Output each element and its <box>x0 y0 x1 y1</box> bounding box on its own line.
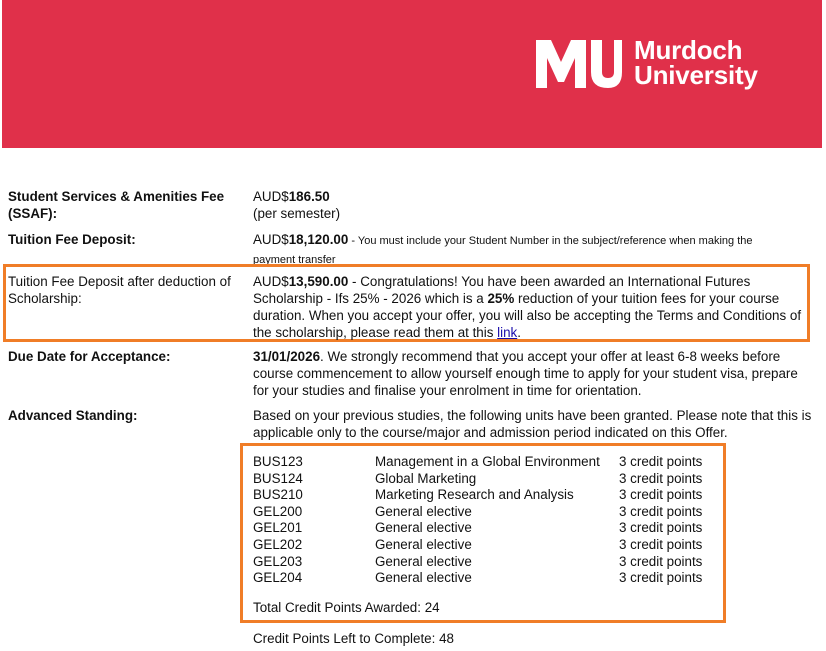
unit-name: Management in a Global Environment <box>375 454 600 469</box>
unit-code: GEL202 <box>253 536 303 552</box>
acceptance-date: 31/01/2026 <box>253 349 321 364</box>
scholarship-label: Tuition Fee Deposit after deduction of Scholarship: <box>8 274 231 306</box>
unit-points: 3 credit points <box>619 520 703 536</box>
unit-code: BUS124 <box>253 470 303 486</box>
unit-name: General elective <box>375 570 472 586</box>
unit-name: General elective <box>375 553 472 569</box>
scholarship-amount: 13,590.00 <box>288 274 349 289</box>
unit-points: 3 credit points <box>619 570 703 586</box>
scholarship-text-after: reduction of your tuition fees for your course duration. When you accept your offer, you will also be accepting the Terms and Conditions of the scholarship, please read them at this <box>253 291 802 340</box>
scholarship-value <box>253 273 809 341</box>
scholarship-text-before: - Congratulations! You have been awarded an International Futures Scholarship - Ifs 25% - 2026 which is a <box>253 274 751 306</box>
deposit-label: Tuition Fee Deposit: <box>8 232 136 247</box>
unit-code: GEL203 <box>253 553 303 569</box>
unit-code: BUS210 <box>253 487 303 503</box>
unit-points: 3 credit points <box>619 536 703 552</box>
unit-code: GEL201 <box>253 520 303 536</box>
university-name <box>634 35 758 90</box>
unit-name: Global Marketing <box>375 470 477 486</box>
ssaf-note: (per semester) <box>253 206 341 221</box>
unit-points: 3 credit points <box>619 487 703 503</box>
advanced-standing-intro: Based on your previous studies, the following units have been granted. Please note that this is applicable only to the course/major and admission period indicated on this Offer. <box>253 408 812 440</box>
acceptance-value <box>253 348 815 399</box>
advanced-standing-label: Advanced Standing: <box>8 408 138 423</box>
unit-points: 3 credit points <box>619 503 703 519</box>
ssaf-currency: AUD$ <box>253 189 289 204</box>
unit-code: BUS123 <box>253 454 303 469</box>
unit-points: 3 credit points <box>619 553 703 569</box>
scholarship-end: . <box>517 325 521 340</box>
scholarship-currency: AUD$ <box>253 274 289 289</box>
unit-name: General elective <box>375 503 472 519</box>
unit-name: Marketing Research and Analysis <box>375 487 574 503</box>
acceptance-label: Due Date for Acceptance: <box>8 349 171 364</box>
scholarship-terms-link[interactable]: link <box>497 325 518 340</box>
logo-line-2: University <box>634 60 758 90</box>
total-credit-points: Total Credit Points Awarded: 24 <box>253 600 440 615</box>
deposit-note: - You must include your Student Number in the subject/reference when making the payment transfer <box>253 235 753 266</box>
unit-points: 3 credit points <box>619 470 703 486</box>
unit-name: General elective <box>375 536 472 552</box>
header-banner <box>2 0 822 148</box>
ssaf-amount: 186.50 <box>288 189 330 204</box>
credit-points-remaining: Credit Points Left to Complete: 48 <box>253 631 454 646</box>
deposit-amount: 18,120.00 <box>288 232 349 247</box>
unit-points: 3 credit points <box>619 454 703 469</box>
unit-name: General elective <box>375 520 472 536</box>
scholarship-percent: 25% <box>487 291 515 306</box>
mu-logo-icon <box>536 38 622 88</box>
unit-code: GEL200 <box>253 503 303 519</box>
ssaf-label: Student Services & Amenities Fee (SSAF): <box>8 189 225 221</box>
deposit-currency: AUD$ <box>253 232 289 247</box>
ssaf-value <box>253 188 819 222</box>
unit-code: GEL204 <box>253 570 303 586</box>
acceptance-text: . We strongly recommend that you accept your offer at least 6-8 weeks before course commencement to allow yourself enough time to apply for your student visa, prepare for your studies and finalise your enrolment in time for orientation. <box>253 349 798 398</box>
logo-line-1: Murdoch <box>634 35 743 65</box>
university-logo <box>536 35 758 90</box>
